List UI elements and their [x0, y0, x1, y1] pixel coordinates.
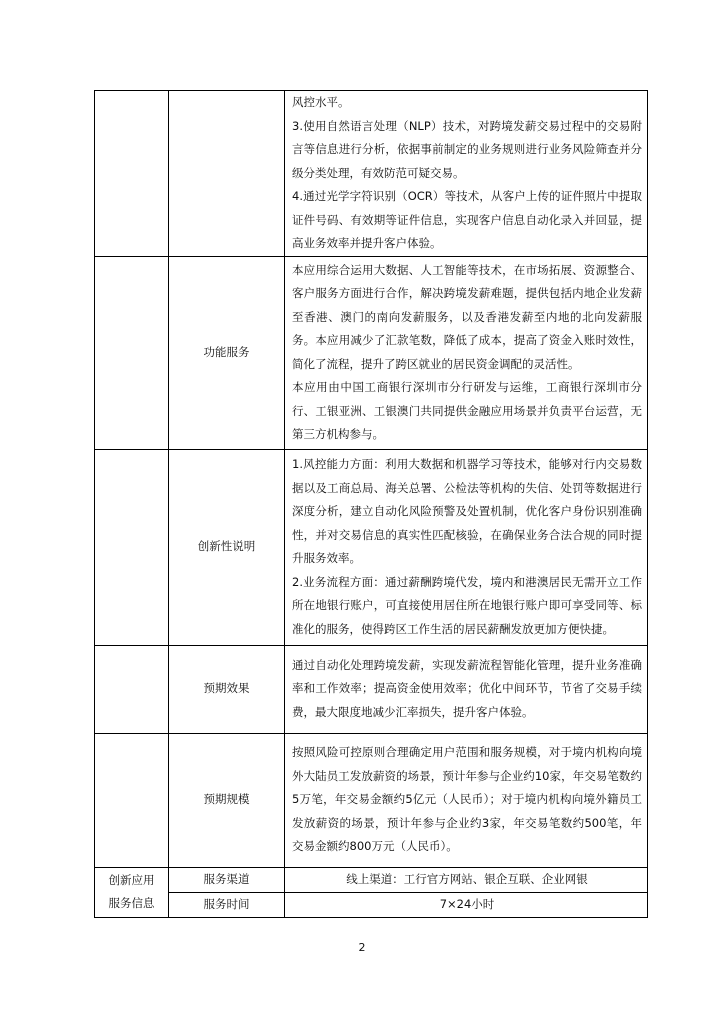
empty-cell [95, 449, 169, 645]
function-service-para-2: 本应用由中国工商银行深圳市分行研发与运维，工商银行深圳市分行、工银亚洲、工银澳门共同提供金融应用场景并负责平台运营，无第三方机构参与。 [292, 380, 642, 441]
page-number: 2 [358, 941, 366, 954]
table-row [95, 645, 648, 733]
empty-cell [169, 91, 285, 257]
risk-line-ocr: 4.通过光学字符识别（OCR）等技术，从客户上传的证件照片中提取证件号码、有效期等证件信息，实现客户信息自动化录入并回显，提高业务效率并提升客户体验。 [292, 189, 642, 250]
table-row [95, 449, 648, 645]
risk-control-cell [285, 91, 648, 257]
expected-scale-content: 按照风险可控原则合理确定用户范围和服务规模，对于境内机构向境外大陆员工发放薪资的场景，预计年参与企业约10家，年交易笔数约5万笔，年交易金额约5亿元（人民币）；对于境内机构向境外籍员工发放薪资的场景，预计年参与企业约3家，年交易笔数约500笔，年交易金额约800万元（人民币）。 [285, 733, 648, 867]
service-time-value: 7×24小时 [285, 892, 648, 917]
service-channel-label: 服务渠道 [169, 867, 285, 892]
expected-effect-content: 通过自动化处理跨境发薪，实现发薪流程智能化管理，提升业务准确率和工作效率；提高资金使用效率；优化中间环节，节省了交易手续费，最大限度地减少汇率损失，提升客户体验。 [285, 645, 648, 733]
empty-cell [95, 91, 169, 257]
table-row [95, 892, 648, 917]
innovation-para-2: 2.业务流程方面：通过薪酬跨境代发，境内和港澳居民无需开立工作所在地银行账户，可直接使用居住所在地银行账户即可享受同等、标准化的服务，使得跨区工作生活的居民薪酬发放更加方便快捷。 [292, 574, 642, 636]
function-service-content [285, 256, 648, 449]
empty-cell [95, 733, 169, 867]
expected-effect-label: 预期效果 [169, 645, 285, 733]
expected-scale-label: 预期规模 [169, 733, 285, 867]
function-service-label: 功能服务 [169, 256, 285, 449]
innovation-label: 创新性说明 [169, 449, 285, 645]
risk-line-1: 风控水平。 [292, 95, 350, 109]
risk-line-nlp: 3.使用自然语言处理（NLP）技术，对跨境发薪交易过程中的交易附言等信息进行分析，依据事前制定的业务规则进行业务风险筛查并分级分类处理，有效防范可疑交易。 [292, 118, 642, 180]
service-info-label: 创新应用服务信息 [95, 867, 169, 917]
empty-cell [95, 256, 169, 449]
innovation-content [285, 449, 648, 645]
table-row [95, 91, 648, 257]
table-row [95, 733, 648, 867]
table-row [95, 867, 648, 892]
table-row [95, 256, 648, 449]
function-service-para-1: 本应用综合运用大数据、人工智能等技术，在市场拓展、资源整合、客户服务方面进行合作，解决跨境发薪难题，提供包括内地企业发薪至香港、澳门的南向发薪服务，以及香港发薪至内地的北向发薪服务。本应用减少了汇款笔数，降低了成本，提高了资金入账时效性，简化了流程，提升了跨区就业的居民资金调配的灵活性。 [292, 262, 642, 371]
service-channel-value: 线上渠道：工行官方网站、银企互联、企业网银 [285, 867, 648, 892]
info-table [94, 90, 648, 918]
empty-cell [95, 645, 169, 733]
innovation-para-1: 1.风控能力方面：利用大数据和机器学习等技术，能够对行内交易数据以及工商总局、海关总署、公检法等机构的失信、处罚等数据进行深度分析，建立自动化风险预警及处置机制，优化客户身份识别准确性，并对交易信息的真实性匹配核验，在确保业务合法合规的同时提升服务效率。 [292, 457, 642, 565]
service-time-label: 服务时间 [169, 892, 285, 917]
